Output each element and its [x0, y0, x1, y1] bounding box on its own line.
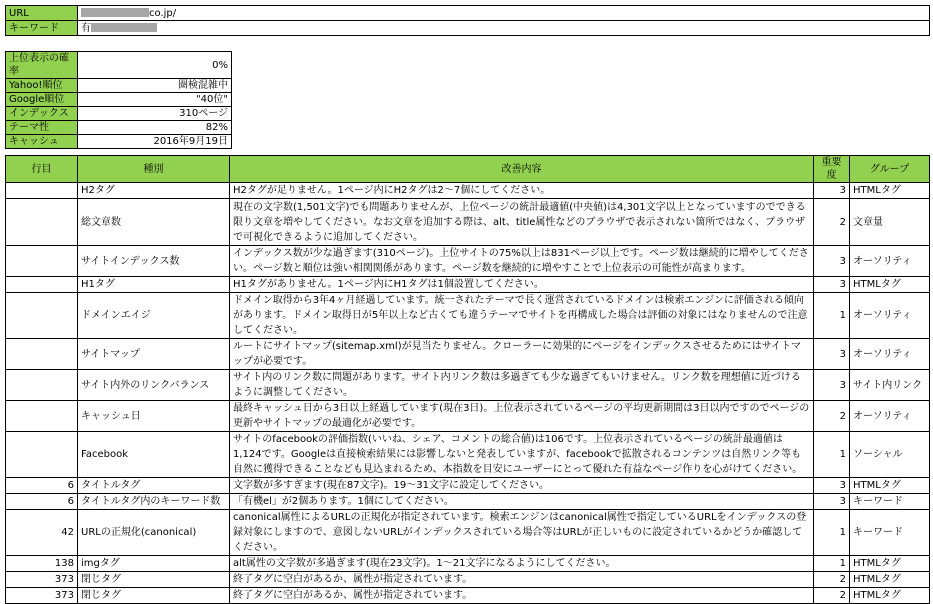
- type-cell: サイト内外のリンクバランス: [78, 370, 230, 401]
- summary-row: [6, 107, 232, 121]
- summary-value: 2016年9月19日: [78, 135, 232, 149]
- table-row: [6, 588, 930, 604]
- importance-cell: 2: [814, 588, 850, 604]
- group-cell: HTMLタグ: [850, 478, 930, 494]
- type-cell: Facebook: [78, 432, 230, 478]
- importance-cell: 3: [814, 478, 850, 494]
- summary-label: Google順位: [6, 93, 78, 107]
- type-cell: H1タグ: [78, 277, 230, 293]
- row-number-cell: [6, 277, 78, 293]
- url-suffix: co.jp/: [149, 7, 177, 19]
- detail-cell: 文字数が多すぎます(現在87文字)。19～31文字に設定してください。: [230, 478, 814, 494]
- group-cell: HTMLタグ: [850, 556, 930, 572]
- summary-row: [6, 121, 232, 135]
- url-keyword-table: [5, 5, 930, 36]
- keyword-prefix: 有: [81, 22, 91, 34]
- col-group: グループ: [850, 156, 930, 183]
- redaction-block: [91, 23, 157, 32]
- summary-label: キャッシュ: [6, 135, 78, 149]
- summary-row: [6, 52, 232, 79]
- row-number-cell: [6, 401, 78, 432]
- redaction-block: [81, 8, 149, 17]
- group-cell: ソーシャル: [850, 432, 930, 478]
- type-cell: キャッシュ日: [78, 401, 230, 432]
- group-cell: HTMLタグ: [850, 572, 930, 588]
- row-number-cell: 42: [6, 510, 78, 556]
- group-cell: 文章量: [850, 199, 930, 246]
- table-row: [6, 572, 930, 588]
- table-row: [6, 401, 930, 432]
- summary-value: 圏検混雑中: [78, 79, 232, 93]
- importance-cell: 3: [814, 246, 850, 277]
- detail-cell: ドメイン取得から3年4ヶ月経過しています。統一されたテーマで長く運営されているドメインは検索エンジンに評価される傾向があります。ドメイン取得日が5年以上など古くても違うテーマでサイトを再構成した場合は評価の対象にはなりませんので注意してください。: [230, 293, 814, 339]
- detail-cell: H2タグが足りません。1ページ内にH2タグは2～7個にしてください。: [230, 183, 814, 199]
- type-cell: タイトルタグ内のキーワード数: [78, 494, 230, 510]
- summary-label: テーマ性: [6, 121, 78, 135]
- row-number-cell: [6, 339, 78, 370]
- table-row: [6, 339, 930, 370]
- table-row: [6, 199, 930, 246]
- row-number-cell: [6, 246, 78, 277]
- keyword-label: キーワード: [6, 21, 78, 36]
- group-cell: オーソリティ: [850, 293, 930, 339]
- group-cell: オーソリティ: [850, 246, 930, 277]
- importance-cell: 1: [814, 510, 850, 556]
- row-number-cell: [6, 370, 78, 401]
- col-detail: 改善内容: [230, 156, 814, 183]
- group-cell: サイト内リンク: [850, 370, 930, 401]
- group-cell: キーワード: [850, 510, 930, 556]
- url-value: [78, 6, 930, 21]
- importance-cell: 3: [814, 183, 850, 199]
- row-number-cell: [6, 293, 78, 339]
- row-number-cell: [6, 199, 78, 246]
- group-cell: HTMLタグ: [850, 588, 930, 604]
- type-cell: imgタグ: [78, 556, 230, 572]
- row-number-cell: 373: [6, 572, 78, 588]
- improvement-table: [5, 155, 930, 604]
- type-cell: サイトインデックス数: [78, 246, 230, 277]
- summary-value: 0%: [78, 52, 232, 79]
- url-row: [6, 6, 930, 21]
- table-row: [6, 556, 930, 572]
- group-cell: HTMLタグ: [850, 183, 930, 199]
- detail-cell: 現在の文字数(1,501文字)でも問題ありませんが、上位ページの統計最適値(中央値)は4,301文字以上となっていますのでできる限り文章を増やしてください。なお文章を追加する際は、alt、title属性などのブラウザで表示されない箇所ではなく、ブラウザで可視化できるように追加してください。: [230, 199, 814, 246]
- importance-cell: 3: [814, 339, 850, 370]
- table-row: [6, 432, 930, 478]
- row-number-cell: 373: [6, 588, 78, 604]
- importance-cell: 1: [814, 432, 850, 478]
- summary-label: 上位表示の確率: [6, 52, 78, 79]
- row-number-cell: 138: [6, 556, 78, 572]
- detail-cell: 終了タグに空白があるか、属性が指定されています。: [230, 588, 814, 604]
- keyword-row: [6, 21, 930, 36]
- importance-cell: 1: [814, 556, 850, 572]
- row-number-cell: [6, 183, 78, 199]
- importance-cell: 2: [814, 572, 850, 588]
- col-importance: 重要度: [814, 156, 850, 183]
- type-cell: 閉じタグ: [78, 572, 230, 588]
- type-cell: サイトマップ: [78, 339, 230, 370]
- type-cell: H2タグ: [78, 183, 230, 199]
- table-row: [6, 246, 930, 277]
- table-row: [6, 494, 930, 510]
- url-label: URL: [6, 6, 78, 21]
- detail-cell: サイトのfacebookの評価指数(いいね、シェア、コメントの総合値)は106です。上位表示されているページの統計最適値は1,124です。Googleは直接検索結果には影響しないと発表していますが、facebookで拡散されるコンテンツは自然リンク等も自然に獲得できることなども見込まれるため、本指数を目安にユーザーにとって優れた有益なページ作りを心がけてください。: [230, 432, 814, 478]
- detail-cell: ルートにサイトマップ(sitemap.xml)が見当たりません。クローラーに効果的にページをインデックスさせるためにはサイトマップが必要です。: [230, 339, 814, 370]
- group-cell: HTMLタグ: [850, 277, 930, 293]
- type-cell: タイトルタグ: [78, 478, 230, 494]
- table-row: [6, 277, 930, 293]
- detail-cell: 「有機el」が2個あります。1個にしてください。: [230, 494, 814, 510]
- detail-cell: alt属性の文字数が多過ぎます(現在23文字)。1～21文字になるようにしてください。: [230, 556, 814, 572]
- summary-row: [6, 79, 232, 93]
- importance-cell: 3: [814, 277, 850, 293]
- detail-cell: 終了タグに空白があるか、属性が指定されています。: [230, 572, 814, 588]
- table-row: [6, 183, 930, 199]
- type-cell: 閉じタグ: [78, 588, 230, 604]
- detail-cell: インデックス数が少な過ぎます(310ページ)。上位サイトの75%以上は831ページ以上です。ページ数は継続的に増やしてください。ページ数と順位は強い相関関係があります。ページ数を継続的に増やすことで上位表示の可能性が高まります。: [230, 246, 814, 277]
- summary-label: インデックス: [6, 107, 78, 121]
- summary-row: [6, 93, 232, 107]
- summary-value: "40位": [78, 93, 232, 107]
- summary-value: 310ページ: [78, 107, 232, 121]
- importance-cell: 1: [814, 293, 850, 339]
- keyword-value: [78, 21, 930, 36]
- group-cell: オーソリティ: [850, 339, 930, 370]
- col-row: 行目: [6, 156, 78, 183]
- importance-cell: 2: [814, 199, 850, 246]
- importance-cell: 3: [814, 370, 850, 401]
- summary-table: [5, 51, 232, 149]
- importance-cell: 2: [814, 401, 850, 432]
- col-type: 種別: [78, 156, 230, 183]
- table-row: [6, 510, 930, 556]
- summary-label: Yahoo!順位: [6, 79, 78, 93]
- detail-cell: サイト内のリンク数に問題があります。サイト内リンク数は多過ぎても少な過ぎてもいけません。リンク数を理想値に近づけるように調整してください。: [230, 370, 814, 401]
- row-number-cell: [6, 432, 78, 478]
- detail-cell: canonical属性によるURLの正規化が指定されています。検索エンジンはcanonical属性で指定しているURLをインデックスの登録対象にしますので、意図しないURLがインデックスされている場合等はURLが正しいものに設定されているかどうか確認してください。: [230, 510, 814, 556]
- table-row: [6, 370, 930, 401]
- type-cell: URLの正規化(canonical): [78, 510, 230, 556]
- importance-cell: 3: [814, 494, 850, 510]
- detail-cell: 最終キャッシュ日から3日以上経過しています(現在3日)。上位表示されているページの平均更新期間は3日以内ですのでページの更新やサイトマップの最適化が必要です。: [230, 401, 814, 432]
- group-cell: オーソリティ: [850, 401, 930, 432]
- type-cell: 総文章数: [78, 199, 230, 246]
- table-row: [6, 293, 930, 339]
- table-header-row: [6, 156, 930, 183]
- summary-value: 82%: [78, 121, 232, 135]
- group-cell: キーワード: [850, 494, 930, 510]
- detail-cell: H1タグがありません。1ページ内にH1タグは1個設置してください。: [230, 277, 814, 293]
- type-cell: ドメインエイジ: [78, 293, 230, 339]
- summary-row: [6, 135, 232, 149]
- table-row: [6, 478, 930, 494]
- row-number-cell: 6: [6, 494, 78, 510]
- row-number-cell: 6: [6, 478, 78, 494]
